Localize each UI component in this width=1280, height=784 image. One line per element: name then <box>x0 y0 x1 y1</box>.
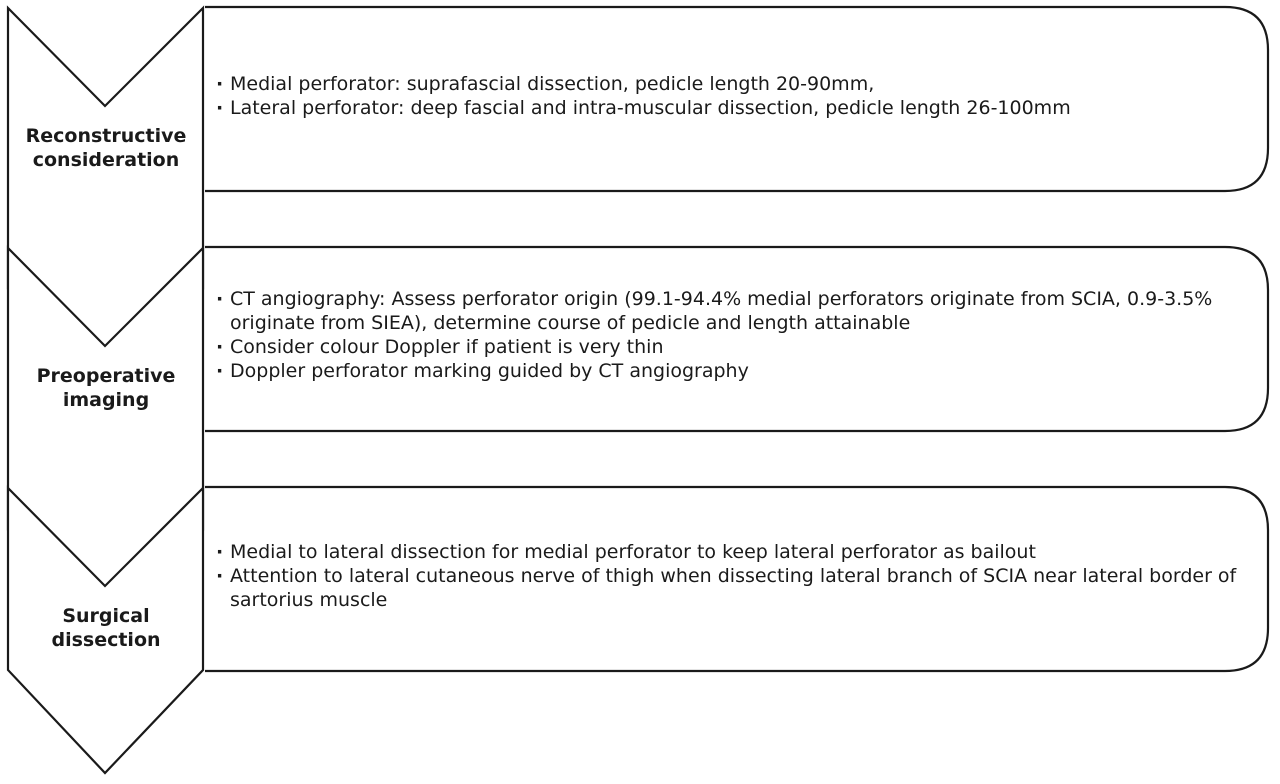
bullet-item: · Doppler perforator marking guided by CT angiography <box>216 359 1266 383</box>
bullet-item: · Medial to lateral dissection for medial perforator to keep lateral perforator as bailout <box>216 540 1266 564</box>
stage-label-reconstructive-consideration <box>8 124 204 172</box>
bullet-item: · Consider colour Doppler if patient is very thin <box>216 335 1266 359</box>
bullet-item: · Lateral perforator: deep fascial and intra-muscular dissection, pedicle length 26-100mm <box>216 96 1266 120</box>
stage-label-line: imaging <box>62 389 150 411</box>
bullet-item: · Attention to lateral cutaneous nerve of thigh when dissecting lateral branch of SCIA near lateral border of sartorius muscle <box>216 564 1266 612</box>
stage-content-preoperative <box>216 287 1266 383</box>
stage-label-line: Preoperative <box>36 365 176 387</box>
stage-label-line: dissection <box>51 629 161 651</box>
stage-label-line: Reconstructive <box>25 125 187 147</box>
stage-label-surgical-dissection <box>8 604 204 652</box>
stage-content-surgical <box>216 540 1266 612</box>
bullet-item: · CT angiography: Assess perforator origin (99.1-94.4% medial perforators originate from SCIA, 0.9-3.5% originate from SIEA), determine course of pedicle and length attainable <box>216 287 1266 335</box>
stage-content-reconstructive <box>216 72 1266 120</box>
stage-label-line: consideration <box>32 149 180 171</box>
stage-label-preoperative-imaging <box>8 364 204 412</box>
stage-label-line: Surgical <box>62 605 150 627</box>
bullet-item: · Medial perforator: suprafascial dissection, pedicle length 20-90mm, <box>216 72 1266 96</box>
